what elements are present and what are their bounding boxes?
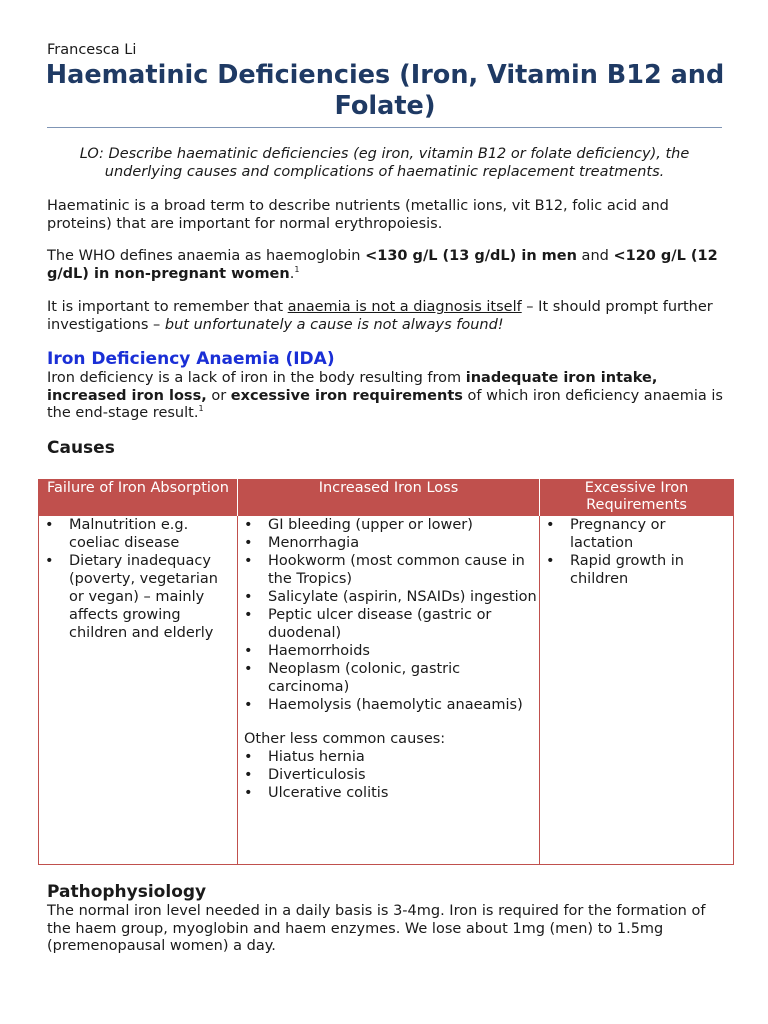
- list-item: • Pregnancy or lactation: [540, 516, 733, 552]
- remember-paragraph: [47, 299, 727, 334]
- list-item: • Rapid growth in children: [540, 552, 733, 588]
- list-item: • Malnutrition e.g. coeliac disease: [39, 516, 237, 552]
- learning-objective: LO: Describe haematinic deficiencies (eg iron, vitamin B12 or folate deficiency), the underlying causes and complications of haematinic replacement treatments.: [79, 146, 690, 180]
- other-causes-label: Other less common causes:: [244, 731, 446, 747]
- loss-list: [238, 516, 539, 714]
- ida-text: Iron deficiency is a lack of iron in the body resulting from: [47, 370, 466, 386]
- who-men-threshold: <130 g/L (13 g/dL) in men: [365, 248, 577, 264]
- who-and: and: [576, 248, 614, 264]
- remember-text: It is important to remember that: [47, 299, 288, 315]
- list-item: • Dietary inadequacy (poverty, vegetarian or vegan) – mainly affects growing children and elderly: [39, 552, 237, 642]
- title-divider: [47, 127, 722, 128]
- column-header-requirements: Excessive Iron Requirements: [540, 479, 734, 516]
- list-item: • Peptic ulcer disease (gastric or duodenal): [238, 606, 539, 642]
- list-item: • Haemorrhoids: [238, 642, 539, 660]
- list-item: • GI bleeding (upper or lower): [238, 516, 539, 534]
- list-item: • Hiatus hernia: [238, 748, 539, 766]
- causes-heading: Causes: [47, 438, 115, 458]
- ida-paragraph: [47, 370, 727, 423]
- ida-or: or: [206, 387, 231, 404]
- pathophysiology-paragraph: The normal iron level needed in a daily basis is 3-4mg. Iron is required for the formation of the haem group, myoglobin and haem enzymes. We lose about 1mg (men) to 1.5mg (premenopausal women) a day.: [47, 903, 706, 954]
- list-item: • Hookworm (most common cause in the Tropics): [238, 552, 539, 588]
- loss-cell: [238, 516, 540, 865]
- column-header-loss: Increased Iron Loss: [238, 479, 540, 516]
- ida-heading: Iron Deficiency Anaemia (IDA): [47, 349, 335, 369]
- remember-underlined: anaemia is not a diagnosis itself: [287, 299, 522, 315]
- pathophysiology-heading: Pathophysiology: [47, 882, 207, 902]
- who-text: The WHO defines anaemia as haemoglobin: [47, 248, 366, 264]
- who-women-threshold: <120 g/L (12 g/dL) in non-pregnant women: [47, 248, 718, 282]
- list-item: • Ulcerative colitis: [238, 784, 539, 802]
- other-causes-list: [238, 748, 539, 802]
- remember-middle: – It should prompt further investigations –: [47, 299, 713, 333]
- who-definition-paragraph: [47, 248, 727, 283]
- remember-italic: but unfortunately a cause is not always found!: [164, 316, 504, 333]
- list-item: • Neoplasm (colonic, gastric carcinoma): [238, 660, 539, 696]
- intro-paragraph: Haematinic is a broad term to describe nutrients (metallic ions, vit B12, folic acid and proteins) that are important for normal erythropoiesis.: [47, 198, 669, 232]
- causes-table: [38, 479, 734, 865]
- causes-table-header-row: [39, 479, 734, 516]
- list-item: • Haemolysis (haemolytic anaeamis): [238, 696, 539, 714]
- absorption-list: [39, 516, 237, 642]
- author-name: Francesca Li: [47, 42, 137, 58]
- requirements-list: [540, 516, 733, 588]
- absorption-cell: [39, 516, 238, 865]
- reference-marker: 1: [294, 264, 300, 274]
- reference-marker: 1: [198, 404, 204, 414]
- list-item: • Salicylate (aspirin, NSAIDs) ingestion: [238, 588, 539, 606]
- requirements-cell: [540, 516, 734, 865]
- causes-table-row: [39, 516, 734, 865]
- list-item: • Menorrhagia: [238, 534, 539, 552]
- ida-bold-causes: inadequate iron intake, increased iron loss,: [47, 370, 658, 404]
- page-title: Haematinic Deficiencies (Iron, Vitamin B12 and Folate): [45, 60, 725, 121]
- list-item: • Diverticulosis: [238, 766, 539, 784]
- who-end: .: [289, 265, 295, 282]
- ida-after: of which iron deficiency anaemia is the end-stage result.: [47, 387, 723, 421]
- ida-bold-requirements: excessive iron requirements: [230, 387, 463, 404]
- column-header-absorption: Failure of Iron Absorption: [39, 479, 238, 516]
